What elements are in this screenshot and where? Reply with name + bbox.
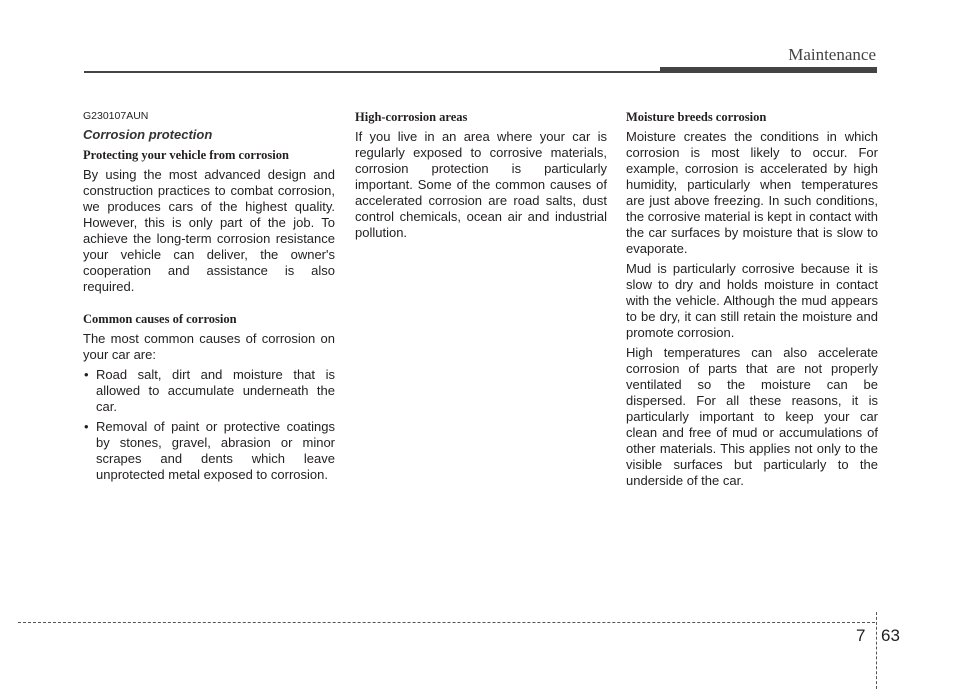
paragraph-temperature: High temperatures can also accelerate corrosion of parts that are not properly ventilated so the moisture can be dispersed. For all these reasons, it is particularly important to keep your car clean and free of mud or accumulations of other materials. This applies not only to the visible surfaces but particularly to the underside of the car. <box>626 345 878 488</box>
list-item: • Removal of paint or protective coatings by stones, gravel, abrasion or minor scrapes and dents which leave unprotected metal exposed to corrosion. <box>83 419 335 483</box>
section-code: G230107AUN <box>83 110 149 122</box>
footer-divider <box>876 612 877 689</box>
paragraph-mud: Mud is particularly corrosive because it is slow to dry and holds moisture in contact with the vehicle. Although the mud appears to be dry, it can still retain the moisture and promote corrosion. <box>626 261 878 340</box>
page-number: 63 <box>881 626 900 645</box>
chapter-number: 7 <box>856 626 866 645</box>
paragraph-protecting: By using the most advanced design and construction practices to combat corrosion, we produces cars of the highest quality. However, this is only part of the job. To achieve the long-term corrosion resistance your vehicle can deliver, the owner's cooperation and assistance is also required. <box>83 167 335 294</box>
subhead-moisture: Moisture breeds corrosion <box>626 110 767 124</box>
causes-list <box>83 367 335 483</box>
text-column-2 <box>355 110 607 251</box>
footer-rule <box>18 622 875 623</box>
header-rule <box>84 71 660 73</box>
text-column-1 <box>83 110 335 487</box>
paragraph-common-causes: The most common causes of corrosion on your car are: <box>83 331 335 362</box>
paragraph-moisture: Moisture creates the conditions in which corrosion is most likely to occur. For example, corrosion is accelerated by high humidity, particularly when temperatures are just above freezing. In such conditions, the corrosive material is kept in contact with the car surfaces by moisture that is slow to evaporate. <box>626 129 878 256</box>
paragraph-high-corrosion: If you live in an area where your car is regularly exposed to corrosive materials, corrosion protection is particularly important. Some of the common causes of accelerated corrosion are road salts, dust control chemicals, ocean air and industrial pollution. <box>355 129 607 240</box>
section-title: Corrosion protection <box>83 127 213 142</box>
subhead-protecting: Protecting your vehicle from corrosion <box>83 148 289 162</box>
chapter-header-title: Maintenance <box>788 45 876 64</box>
header-rule-accent <box>660 67 877 73</box>
list-item: • Road salt, dirt and moisture that is allowed to accumulate underneath the car. <box>83 367 335 415</box>
subhead-common-causes: Common causes of corrosion <box>83 312 237 326</box>
subhead-high-corrosion: High-corrosion areas <box>355 110 468 124</box>
text-column-3 <box>626 110 878 493</box>
